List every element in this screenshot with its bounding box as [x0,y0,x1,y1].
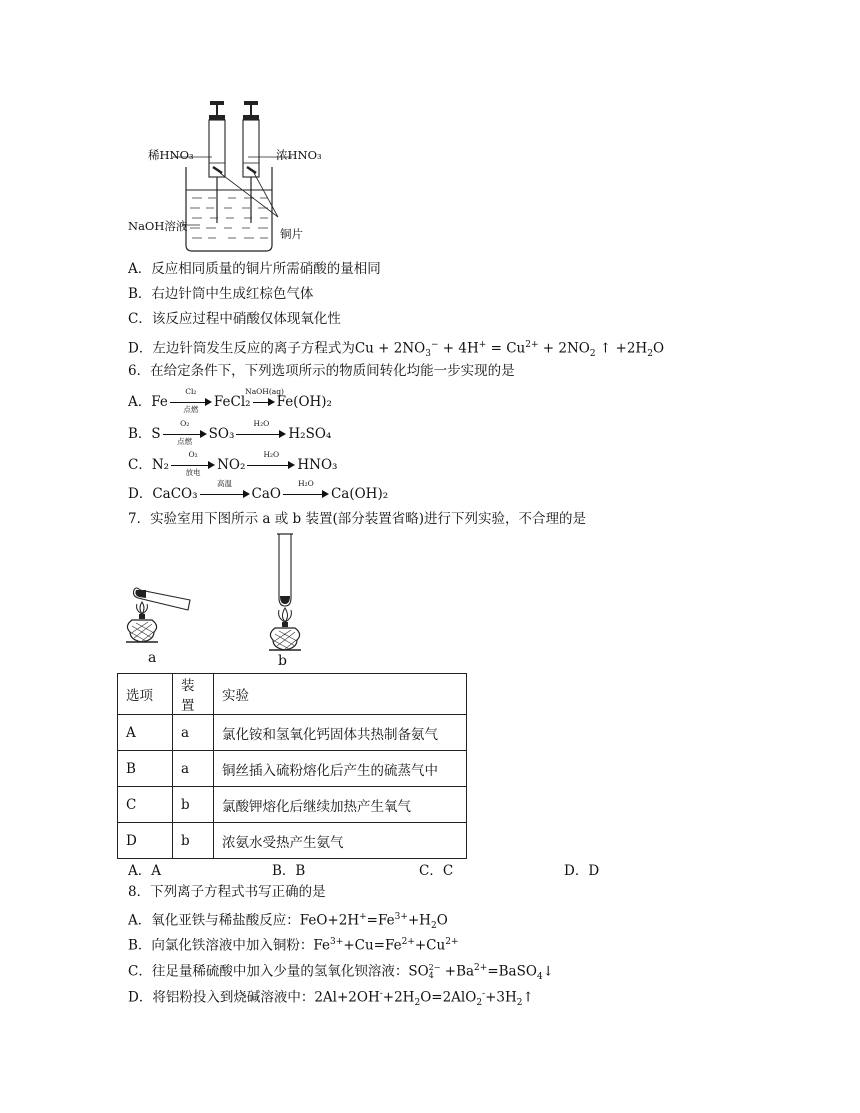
q7-choice-b: B．B [272,863,306,879]
q8-option-c: C．往足量稀硫酸中加入少量的氢氧化钡溶液：SO2− $4 +Ba^{2+}=BaSO_4↓$ [128,963,554,983]
table-cell: b [173,787,214,823]
table-cell: 氯酸钾熔化后继续加热产生氧气 [214,787,467,823]
apparatus-a-figure [112,578,202,648]
q5-option-d-text: D．左边针筒发生反应的离子方程式为 [128,340,355,357]
table-cell: B [118,751,173,787]
q5-option-a: A．反应相同质量的铜片所需硝酸的量相同 [128,261,381,277]
table-cell: a [173,715,214,751]
q6-option-d: D．CaCO₃ 高温 CaO H₂O Ca(OH)₂ [128,478,389,502]
q6-option-c: C．N₂ O₂ 放电 NO₂ H₂O HNO₃ [128,449,338,477]
table-header-cell: 选项 [118,674,173,715]
apparatus-b-label: b [278,653,287,669]
table-cell: b [173,823,214,859]
label-copper-sheet: 铜片 [280,227,303,241]
label-dilute-hno3: 稀HNO₃ [148,148,194,162]
q5-option-c: C．该反应过程中硝酸仅体现氧化性 [128,311,341,327]
q8-option-b: B．向氯化铁溶液中加入铜粉：$Fe^{3+}+Cu=Fe^{2+}+Cu^{2+}$ [128,937,459,954]
q8-stem: 8．下列离子方程式书写正确的是 [128,884,326,900]
table-cell: D [118,823,173,859]
q6-stem: 6．在给定条件下，下列选项所示的物质间转化均能一步实现的是 [128,363,515,379]
table-cell: A [118,715,173,751]
table-header-cell: 装置 [173,674,214,715]
q8-option-d: D．将铝粉投入到烧碱溶液中：$2Al+2OH^-+2H_2O=2AlO_2^-+3H_2↑$ [128,989,534,1009]
q6-option-a: A．Fe Cl₂ 点燃 FeCl₂ NaOH(aq) Fe(OH)₂ [128,386,332,414]
q8-option-a: A．氧化亚铁与稀盐酸反应：$FeO+2H^+=Fe^{3+}+H_2O$ [128,912,448,932]
table-row [118,751,467,787]
q7-choice-d: D．D [564,863,600,879]
table-row [118,787,467,823]
table-cell: C [118,787,173,823]
q5-option-b: B．右边针筒中生成红棕色气体 [128,286,314,302]
table-header-cell: 实验 [214,674,467,715]
q7-options-table [117,673,467,859]
apparatus-b-figure [258,530,318,655]
label-naoh-solution: NaOH溶液 [128,219,188,233]
table-cell: a [173,751,214,787]
q7-stem: 7．实验室用下图所示 a 或 b 装置(部分装置省略)进行下列实验，不合理的是 [128,511,586,527]
apparatus-a-label: a [148,650,157,666]
label-conc-hno3: 浓HNO₃ [276,148,322,162]
table-cell: 氯化铵和氢氧化钙固体共热制备氨气 [214,715,467,751]
q7-choice-a: A．A [128,863,161,879]
table-cell: 铜丝插入硫粉熔化后产生的硫蒸气中 [214,751,467,787]
table-row [118,823,467,859]
table-row [118,715,467,751]
syringe-apparatus-figure [120,95,360,260]
q7-choice-c: C．C [419,863,454,879]
table-cell: 浓氨水受热产生氨气 [214,823,467,859]
q5-option-d: D．左边针筒发生反应的离子方程式为$Cu + 2NO_3^- + 4H^+ = Cu^{2+} + 2NO_2$ ↑ $+2H_2O$ [128,340,665,360]
table-header-row [118,674,467,715]
q6-option-b: B．S O₂ 点燃 SO₃ H₂O H₂SO₄ [128,418,332,446]
